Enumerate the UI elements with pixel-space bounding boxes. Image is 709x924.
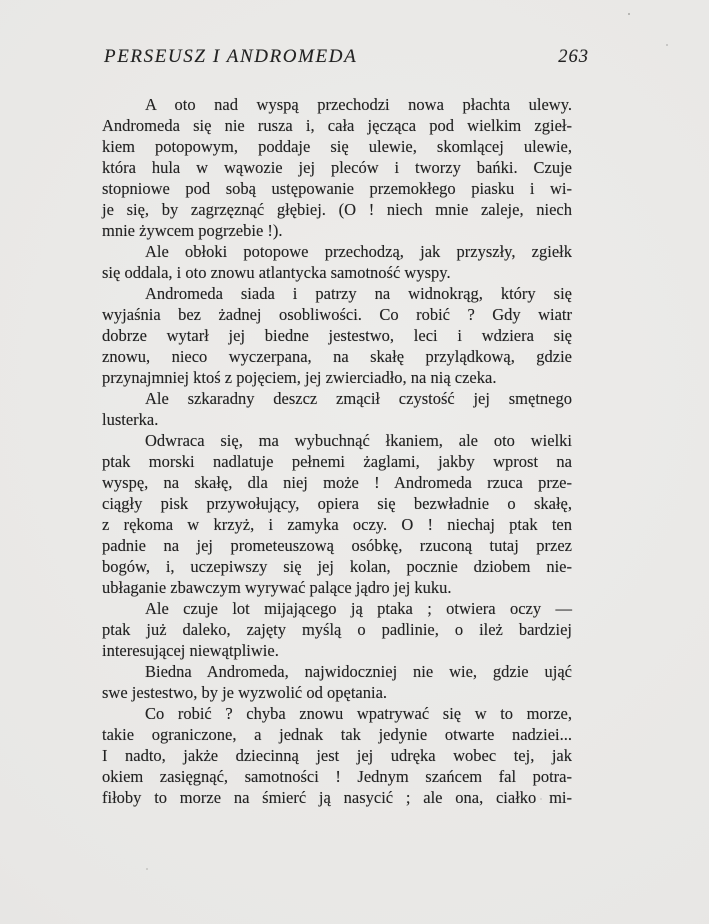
paragraph: [102, 430, 572, 598]
text-line: ubłaganie zbawczym wyrywać palące jądro jej kuku.: [102, 578, 452, 597]
text-line: wyspę, na skałę, dla niej może ! Andromeda rzuca prze-: [102, 473, 572, 492]
paragraph: [102, 388, 572, 430]
text-line: Biedna Andromeda, najwidoczniej nie wie, gdzie ująć: [145, 662, 572, 681]
text-line: znowu, nieco wyczerpana, na skałę przylądkową, gdzie: [102, 347, 572, 366]
paragraph: [102, 283, 572, 388]
scan-speck: [666, 44, 668, 46]
text-line: okiem zasięgnąć, samotności ! Jednym szańcem fal potra-: [102, 767, 572, 786]
text-line: mnie żywcem pogrzebie !).: [102, 221, 283, 240]
paragraph: [102, 703, 572, 808]
text-line: interesującej niewątpliwie.: [102, 641, 279, 660]
scan-speck: [628, 13, 630, 15]
text-line: dobrze wytarł jej biedne jestestwo, leci i wdziera się: [102, 326, 572, 345]
text-line: z rękoma w krzyż, i zamyka oczy. O ! niechaj ptak ten: [102, 515, 572, 534]
text-line: padnie na jej prometeuszową osóbkę, rzuconą tutaj przez: [102, 536, 572, 555]
text-line: fiłoby to morze na śmierć ją nasycić ; ale ona, ciałko mi-: [102, 788, 572, 807]
text-line: takie ograniczone, a jednak tak jedynie otwarte nadziei...: [102, 725, 572, 744]
text-line: Odwraca się, ma wybuchnąć łkaniem, ale oto wielki: [145, 431, 572, 450]
running-title: PERSEUSZ I ANDROMEDA: [104, 46, 358, 67]
text-line: kiem potopowym, poddaje się ulewie, skomlącej ulewie,: [102, 137, 572, 156]
scan-speck: [146, 868, 148, 870]
text-line: je się, by zagrzęznąć głębiej. (O ! niech mnie zaleje, niech: [102, 200, 572, 219]
text-line: Ale obłoki potopowe przechodzą, jak przyszły, zgiełk: [145, 242, 572, 261]
text-line: Ale szkaradny deszcz zmącił czystość jej smętnego: [145, 389, 572, 408]
text-block: [102, 94, 572, 808]
text-line: się oddala, i oto znowu atlantycka samotność wyspy.: [102, 263, 451, 282]
paragraph: [102, 661, 572, 703]
text-line: Co robić ? chyba znowu wpatrywać się w to morze,: [145, 704, 572, 723]
text-line: swe jestestwo, by je wyzwolić od opętania.: [102, 683, 388, 702]
paragraph: [102, 241, 572, 283]
text-line: Andromeda siada i patrzy na widnokrąg, który się: [145, 284, 572, 303]
text-line: wyjaśnia bez żadnej osobliwości. Co robić ? Gdy wiatr: [102, 305, 572, 324]
text-line: stopniowe pod sobą ustępowanie przemokłego piasku i wi-: [102, 179, 572, 198]
text-line: ptak morski nadlatuje pełnemi żaglami, jakby wprost na: [102, 452, 572, 471]
text-line: która hula w wąwozie jej pleców i tworzy bańki. Czuje: [102, 158, 572, 177]
page-number: 263: [558, 47, 589, 67]
text-line: A oto nad wyspą przechodzi nowa płachta ulewy.: [145, 95, 572, 114]
text-line: bogów, i, uczepiwszy się jej kolan, pocznie dziobem nie-: [102, 557, 572, 576]
paragraph: [102, 94, 572, 241]
text-line: Andromeda się nie rusza i, cała jęcząca pod wielkim zgieł-: [102, 116, 572, 135]
text-line: ciągły pisk przywołujący, opiera się bezwładnie o skałę,: [102, 494, 572, 513]
paragraph: [102, 598, 572, 661]
text-line: przynajmniej ktoś z pojęciem, jej zwierciadło, na nią czeka.: [102, 368, 497, 387]
text-line: ptak już daleko, zajęty myślą o padlinie, o ileż bardziej: [102, 620, 572, 639]
text-line: Ale czuje lot mijającego ją ptaka ; otwiera oczy —: [145, 599, 572, 618]
text-line: lusterka.: [102, 410, 159, 429]
text-line: I nadto, jakże dziecinną jest jej udręka wobec tej, jak: [102, 746, 572, 765]
running-header: [104, 45, 589, 69]
